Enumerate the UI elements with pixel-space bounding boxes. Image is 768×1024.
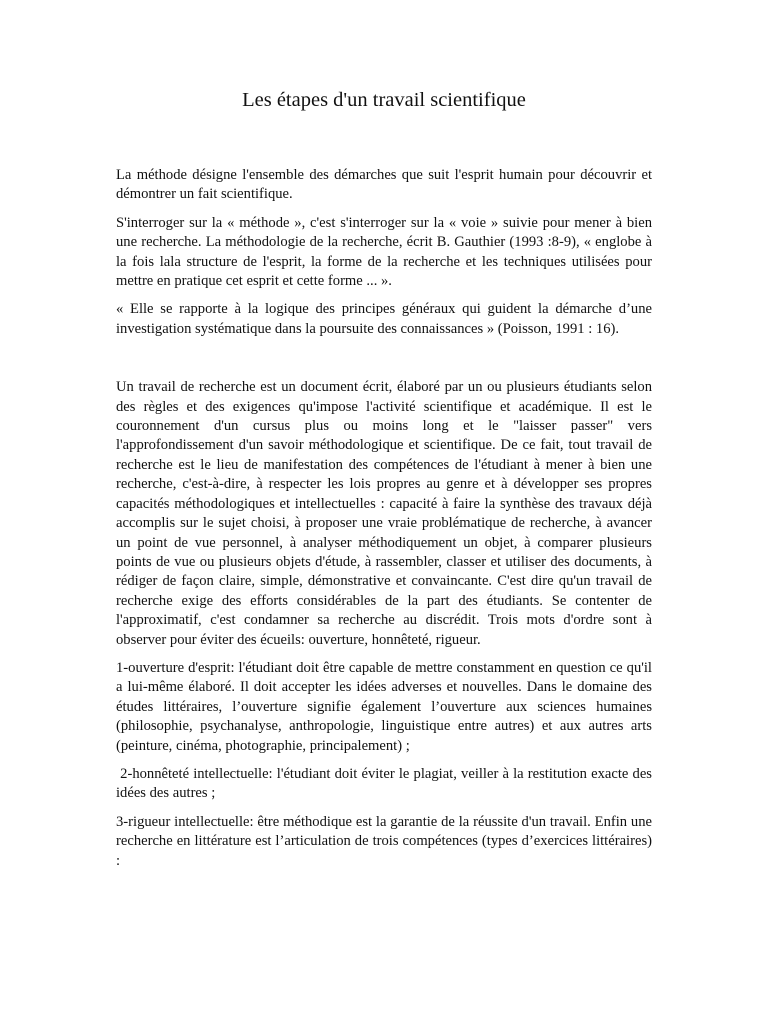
paragraph-openness: 1-ouverture d'esprit: l'étudiant doit être capable de mettre constamment en question ce qu'il a lui-même élaboré. Il doit accepter les idées adverses et nouvelles. Dans le domaine des études littéraires, l’ouverture signifie également l’ouverture aux sciences humaines (philosophie, psychanalyse, anthropologie, linguistique entre autres) et aux autres arts (peinture, cinéma, photographie, principalement) ; xyxy=(116,659,652,754)
paragraph-research-work: Un travail de recherche est un document écrit, élaboré par un ou plusieurs étudiants selon des règles et des exigences qu'impose l'activité scientifique et académique. Il est le couronnement d'un cursus plus ou moins long et le "laisser passer" vers l'approfondissement d'un savoir méthodologique et scientifique. De ce fait, tout travail de recherche est le lieu de manifestation des compétences de l'étudiant à mener à bien une recherche, c'est-à-dire, à respecter les lois propres au genre et à développer ses propres capacités méthodologiques et intellectuelles : capacité à faire la synthèse des travaux déjà accomplis sur le sujet choisi, à proposer une vraie problématique de recherche, à avancer un point de vue personnel, à analyser méthodiquement un objet, à comparer plusieurs points de vue ou plusieurs objets d'étude, à rassembler, classer et utiliser des documents, à rédiger de façon claire, simple, démonstrative et convaincante. C'est dire qu'un travail de recherche exige des efforts considérables de la part des étudiants. Se contenter de l'approximatif, c'est condamner sa recherche au discrédit. Trois mots d'ordre sont à observer pour éviter des écueils: ouverture, honnêteté, rigueur. xyxy=(116,379,652,648)
paragraph-rigor: 3-rigueur intellectuelle: être méthodique est la garantie de la réussite d'un travail. Enfin une recherche en littérature est l’articulation de trois compétences (types d’exercices littéraires) : xyxy=(116,813,652,869)
document-body xyxy=(116,166,656,871)
page-title: Les étapes d'un travail scientifique xyxy=(242,89,526,111)
paragraph-methodology-quote: S'interroger sur la « méthode », c'est s'interroger sur la « voie » suivie pour mener à bien une recherche. La méthodologie de la recherche, écrit B. Gauthier (1993 :8-9), « englobe à la fois lala structure de l'esprit, la forme de la recherche et les techniques utilisées pour mettre en pratique cet esprit et cette forme ... ». xyxy=(116,214,652,290)
paragraph-honesty: 2-honnêteté intellectuelle: l'étudiant doit éviter le plagiat, veiller à la restitution exacte des idées des autres ; xyxy=(116,765,656,802)
paragraph-method-definition: La méthode désigne l'ensemble des démarches que suit l'esprit humain pour découvrir et démontrer un fait scientifique. xyxy=(116,167,652,203)
paragraph-poisson-quote: « Elle se rapporte à la logique des principes généraux qui guident la démarche d’une investigation systématique dans la poursuite des connaissances » (Poisson, 1991 : 16). xyxy=(116,301,652,337)
